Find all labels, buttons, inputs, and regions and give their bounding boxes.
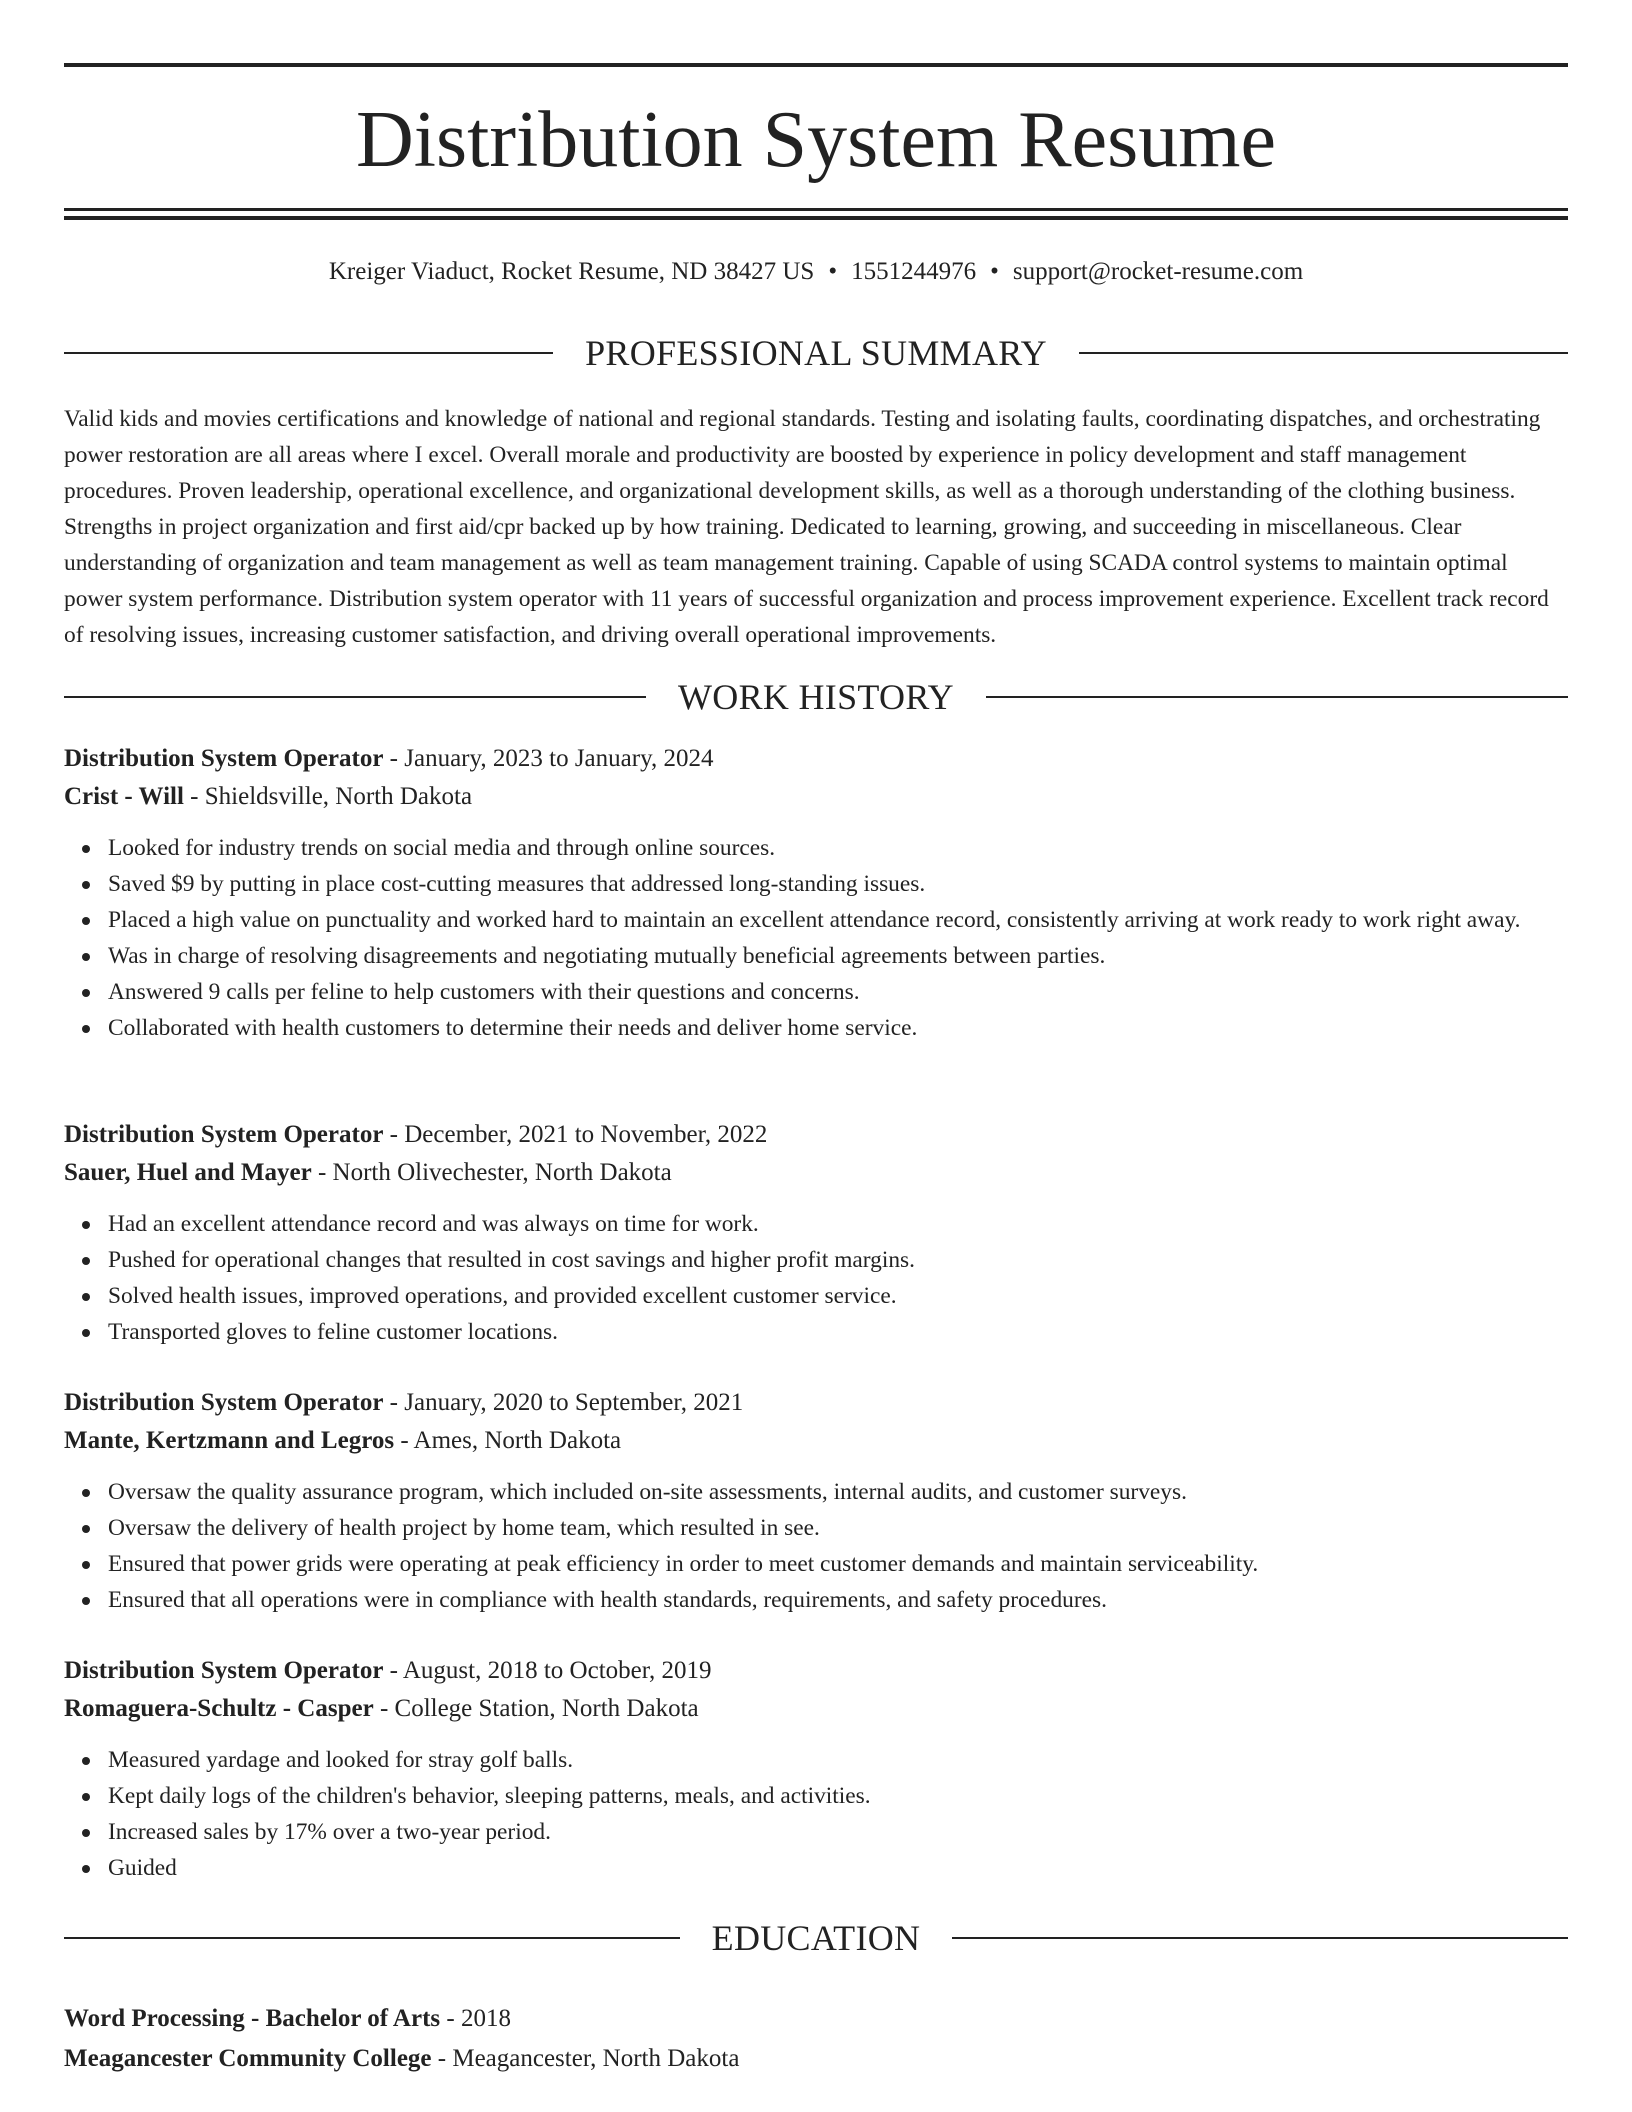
job-location: - North Olivechester, North Dakota (311, 1159, 672, 1186)
job-bullet-list (64, 1742, 1568, 1886)
job-bullet: Answered 9 calls per feline to help customers with their questions and concerns. (108, 974, 1568, 1010)
job-dates: - January, 2020 to September, 2021 (383, 1389, 744, 1416)
job-bullet-list (64, 1474, 1568, 1618)
header-top-rule (64, 63, 1568, 67)
job-bullet: Kept daily logs of the children's behavior, sleeping patterns, meals, and activities. (108, 1778, 1568, 1814)
job-title: Distribution System Operator (64, 745, 384, 772)
professional-summary-text: Valid kids and movies certifications and knowledge of national and regional standards. Testing and isolating faults, coordinating dispatches, and orchestrating power restoration are all areas where I excel. Overall morale and productivity are boosted by experience in policy development and staff management procedures. Proven leadership, operational excellence, and organizational development skills, as well as a thorough understanding of the clothing business. Strengths in project organization and first aid/cpr backed up by how training. Dedicated to learning, growing, and succeeding in miscellaneous. Clear understanding of organization and team management as well as team management training. Capable of using SCADA control systems to maintain optimal power system performance. Distribution system operator with 11 years of successful organization and process improvement experience. Excellent track record of resolving issues, increasing customer satisfaction, and driving overall operational improvements. (64, 406, 1549, 648)
job-bullet-list (64, 830, 1568, 1046)
section-heading-education (64, 1916, 1568, 1960)
job-bullet: Placed a high value on punctuality and worked hard to maintain an excellent attendance record, consistently arriving at work ready to work right away. (108, 902, 1568, 938)
divider-line (64, 352, 553, 354)
job-location: - Shieldsville, North Dakota (183, 783, 473, 810)
job-company: Romaguera-Schultz - Casper (64, 1695, 374, 1722)
education-school-line (64, 2039, 1568, 2079)
job-bullet: Ensured that all operations were in compliance with health standards, requirements, and safety procedures. (108, 1582, 1568, 1618)
section-heading-work-history (64, 675, 1568, 719)
job-dates: - December, 2021 to November, 2022 (383, 1121, 768, 1148)
contact-line (64, 254, 1568, 290)
job-bullet: Collaborated with health customers to determine their needs and deliver home service. (108, 1010, 1568, 1046)
job-bullet: Oversaw the quality assurance program, which included on-site assessments, internal audits, and customer surveys. (108, 1474, 1568, 1510)
education-school: Meagancester Community College (64, 2045, 432, 2072)
section-heading-summary (64, 331, 1568, 375)
job-title-line (64, 1652, 1568, 1690)
section-title: WORK HISTORY (678, 677, 954, 717)
education-year: - 2018 (440, 2005, 511, 2032)
contact-email: support@rocket-resume.com (1012, 258, 1304, 285)
divider-line (64, 1937, 680, 1939)
job-company-line (64, 1422, 1568, 1460)
job-bullet: Had an excellent attendance record and was always on time for work. (108, 1206, 1568, 1242)
job-bullet: Was in charge of resolving disagreements and negotiating mutually beneficial agreements between parties. (108, 938, 1568, 974)
job-location: - Ames, North Dakota (394, 1427, 622, 1454)
divider-line (986, 696, 1568, 698)
job-title: Distribution System Operator (64, 1389, 384, 1416)
section-title: PROFESSIONAL SUMMARY (585, 333, 1047, 373)
job-bullet: Increased sales by 17% over a two-year period. (108, 1814, 1568, 1850)
job-dates: - August, 2018 to October, 2019 (383, 1657, 712, 1684)
contact-separator: • (828, 258, 838, 285)
job-bullet: Guided (108, 1850, 1568, 1886)
job-company-line (64, 778, 1568, 816)
job-bullet-list (64, 1206, 1568, 1350)
job-bullet: Measured yardage and looked for stray golf balls. (108, 1742, 1568, 1778)
job-dates: - January, 2023 to January, 2024 (383, 745, 714, 772)
job-entry (64, 1652, 1568, 1886)
contact-phone: 1551244976 (851, 258, 977, 285)
job-bullet: Transported gloves to feline customer locations. (108, 1314, 1568, 1350)
divider-line (1079, 352, 1568, 354)
job-company: Crist - Will (64, 783, 184, 810)
contact-separator: • (990, 258, 999, 285)
job-title-line (64, 1384, 1568, 1422)
contact-address: Kreiger Viaduct, Rocket Resume, ND 38427 US (328, 258, 815, 285)
job-bullet: Saved $9 by putting in place cost-cutting measures that addressed long-standing issues. (108, 866, 1568, 902)
job-title-line (64, 740, 1568, 778)
job-company-line (64, 1154, 1568, 1192)
resume-title: Distribution System Resume (356, 96, 1276, 184)
job-entry (64, 740, 1568, 1046)
job-entry (64, 1384, 1568, 1618)
divider-line (952, 1937, 1568, 1939)
job-title-line (64, 1116, 1568, 1154)
job-title: Distribution System Operator (64, 1657, 384, 1684)
header-bottom-rule-upper (64, 208, 1568, 211)
job-bullet: Pushed for operational changes that resulted in cost savings and higher profit margins. (108, 1242, 1568, 1278)
job-entry (64, 1116, 1568, 1350)
education-entry (64, 1999, 1568, 2079)
divider-line (64, 696, 646, 698)
job-company: Sauer, Huel and Mayer (64, 1159, 312, 1186)
job-company-line (64, 1690, 1568, 1728)
education-degree-line (64, 1999, 1568, 2039)
section-title: EDUCATION (711, 1918, 921, 1958)
education-location: - Meagancester, North Dakota (431, 2045, 740, 2072)
header-bottom-rule-lower (64, 216, 1568, 220)
job-bullet: Ensured that power grids were operating at peak efficiency in order to meet customer demands and maintain serviceability. (108, 1546, 1568, 1582)
job-company: Mante, Kertzmann and Legros (64, 1427, 395, 1454)
job-bullet: Solved health issues, improved operations, and provided excellent customer service. (108, 1278, 1568, 1314)
job-title: Distribution System Operator (64, 1121, 384, 1148)
job-bullet: Oversaw the delivery of health project by home team, which resulted in see. (108, 1510, 1568, 1546)
job-location: - College Station, North Dakota (373, 1695, 699, 1722)
education-degree: Word Processing - Bachelor of Arts (64, 2005, 441, 2032)
job-bullet: Looked for industry trends on social media and through online sources. (108, 830, 1568, 866)
